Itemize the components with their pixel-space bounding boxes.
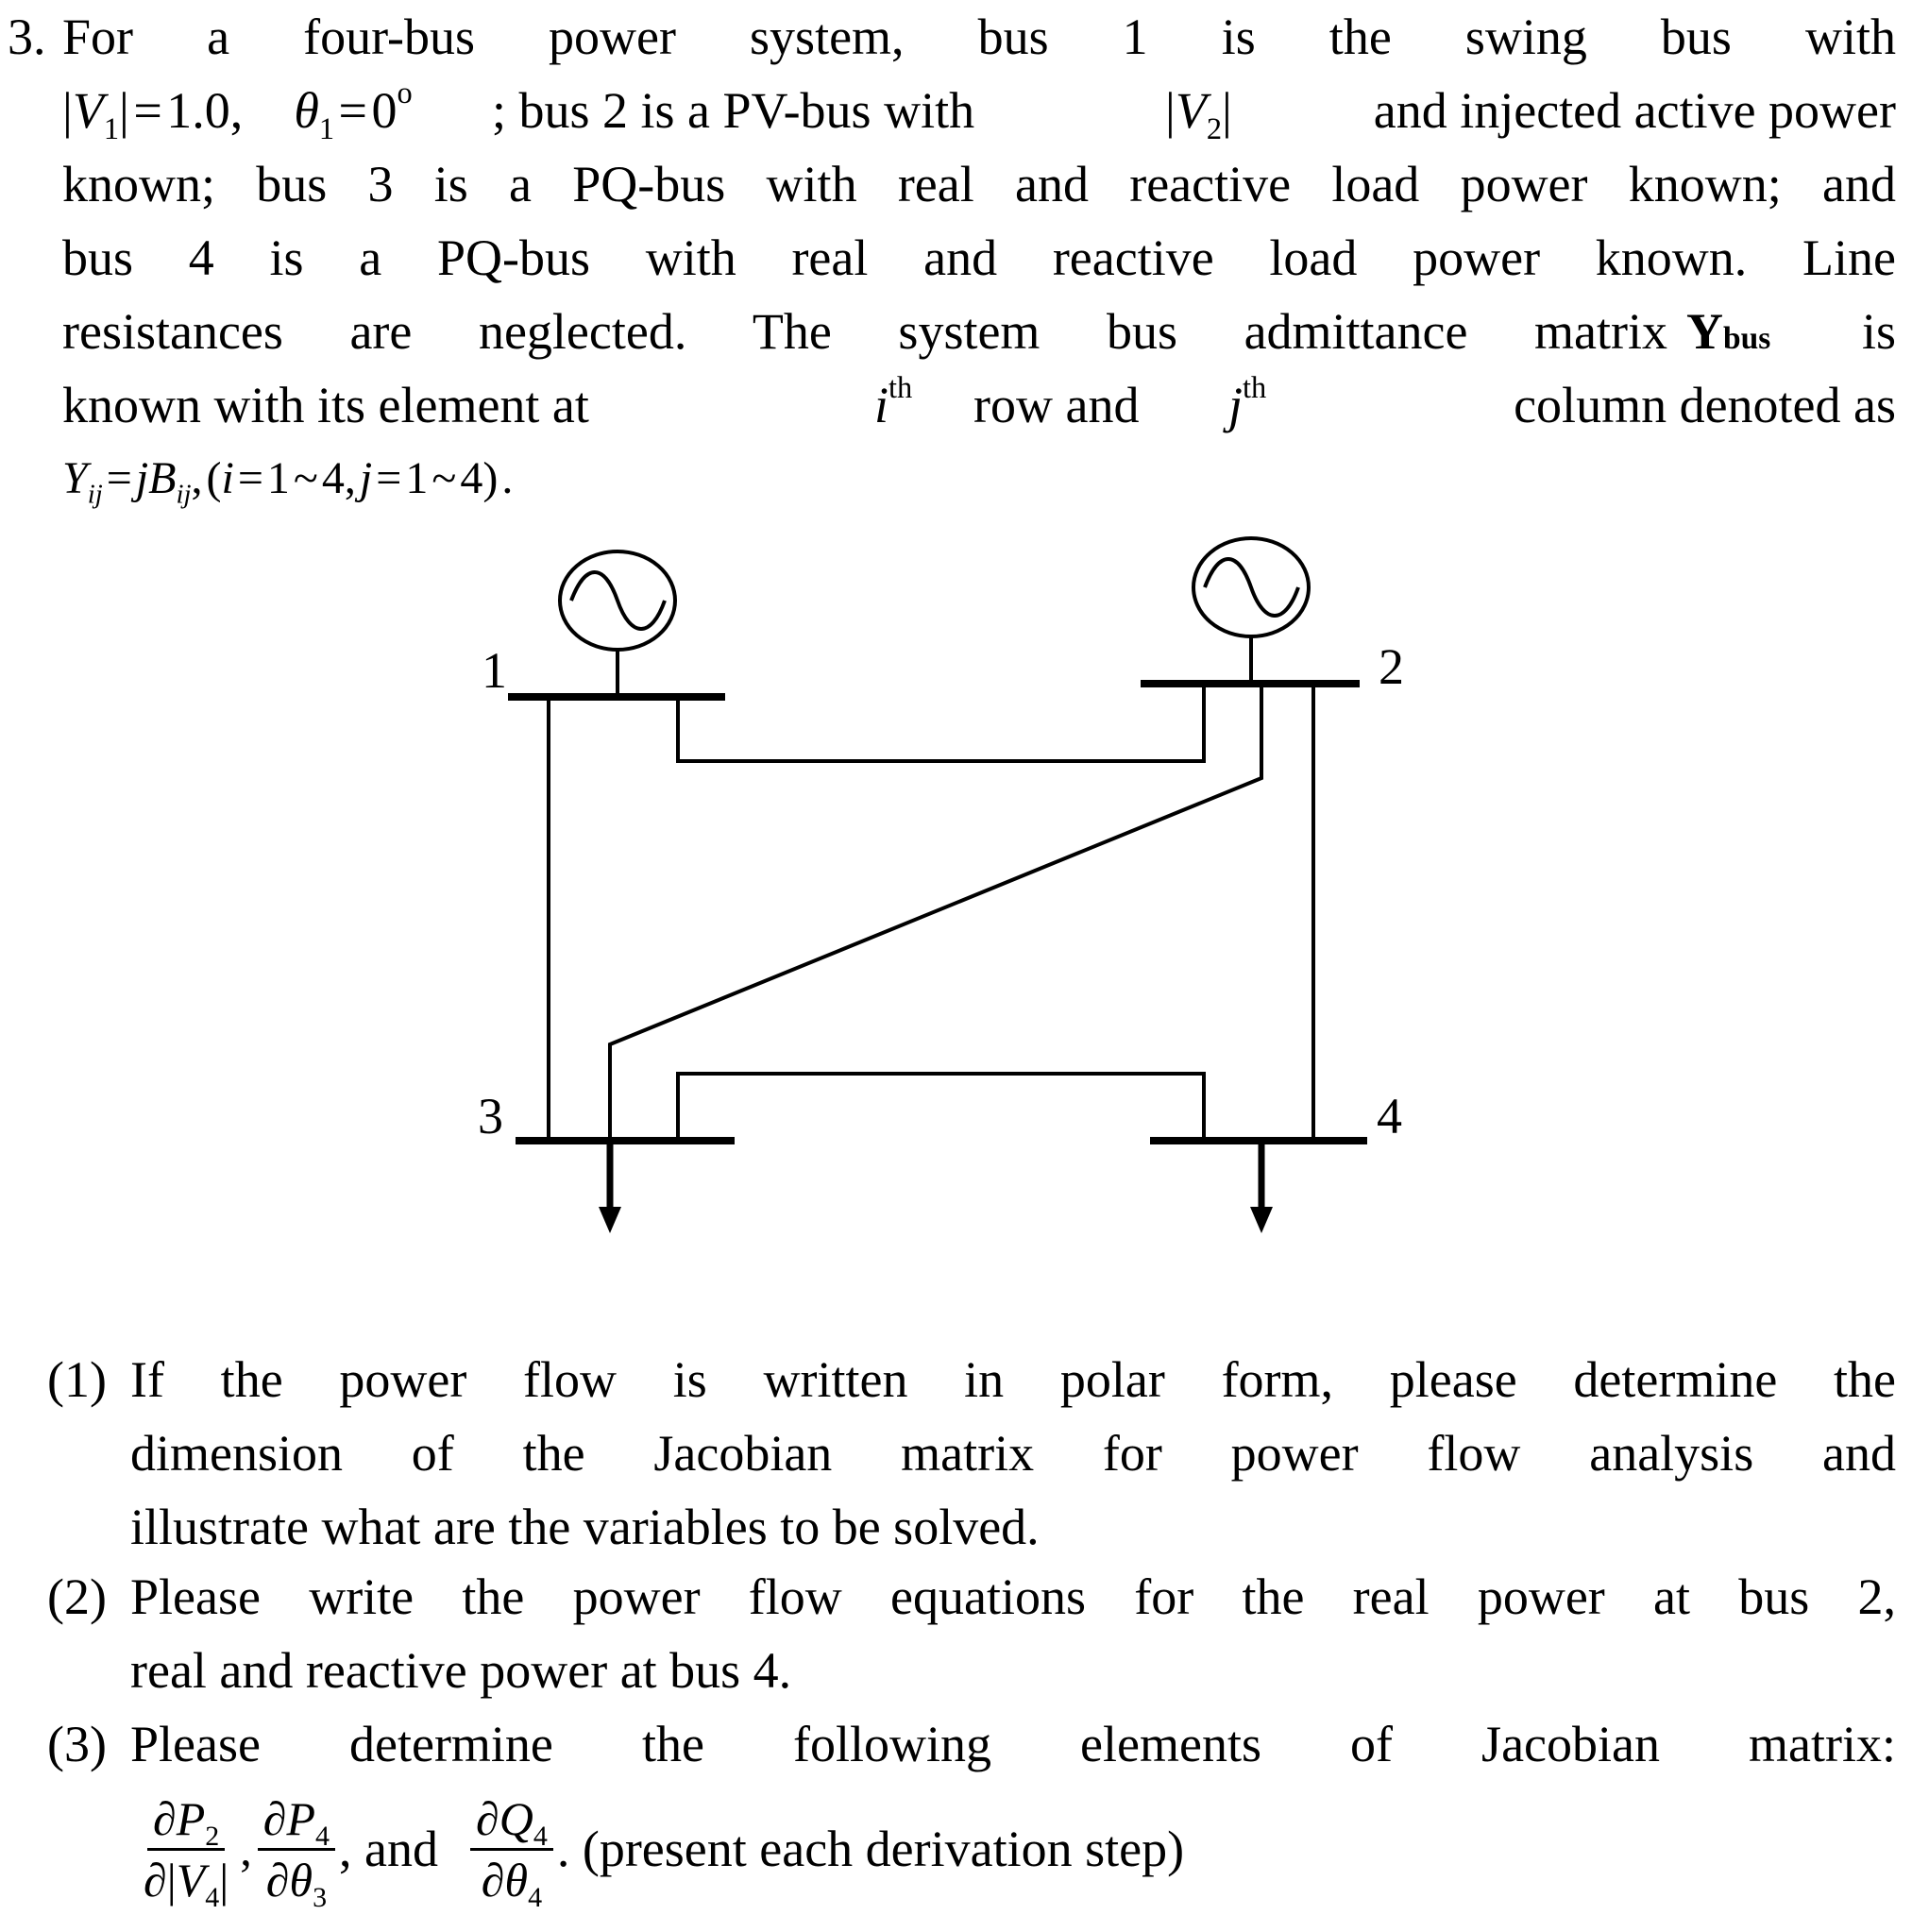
- derivative-dp4-dtheta3: $\frac{\partial P_4}{\partial\theta_3}$: [258, 1789, 335, 1909]
- intro-injected-text: and injected active power: [1373, 82, 1896, 139]
- q3-and-text: , and: [339, 1821, 439, 1877]
- load-bus-3: [599, 1141, 621, 1233]
- intro-line-7: $Y_{ij}$ = $jB_{ij}$, (i = 1 ~ 4, j = 1 ~ 4) .: [62, 453, 514, 510]
- intro-column-text: column denoted as: [1514, 377, 1896, 433]
- intro-line-3: known; bus 3 is a PQ-bus with real and reactive load power known; and: [62, 156, 1896, 212]
- q1-line-3: illustrate what are the variables to be solved.: [130, 1499, 1040, 1555]
- math-v2: $|V_2|$: [1165, 82, 1232, 146]
- q1-line-2: dimension of the Jacobian matrix for power flow analysis and: [130, 1425, 1896, 1482]
- q3-line-1: Please determine the following elements of Jacobian matrix:: [130, 1716, 1896, 1772]
- intro-line-1: For a four-bus power system, bus 1 is the swing bus with: [62, 8, 1896, 65]
- line-1-2: [678, 684, 1204, 761]
- intro-line-4: bus 4 is a PQ-bus with real and reactive load power known. Line: [62, 229, 1896, 286]
- math-v1: $|V_1|$ = 1.0, $\theta_1$ = $0^o$: [62, 76, 413, 146]
- generator-bus-2: [1193, 538, 1309, 684]
- question-2-text: [130, 1560, 1896, 1707]
- bus-label-3: 3: [478, 1088, 503, 1144]
- bus-label-2: 2: [1379, 638, 1404, 695]
- ybus-symbol: Ybus: [1686, 303, 1771, 360]
- question-1-label: (1): [47, 1351, 107, 1408]
- q3-derivatives: $\frac{\partial P_2}{\partial|V_4|}$ , $\frac{\partial P_4}{\partial\theta_3}$ , and $\frac{\partial Q_4}{\partial\theta_4}$ . (present each derivation step): [134, 1783, 1184, 1915]
- question-1-text: [130, 1343, 1896, 1564]
- q3-present-text: . (present each derivation step): [556, 1821, 1185, 1877]
- bus-label-1: 1: [482, 642, 507, 699]
- intro-resist-text: resistances are neglected. The system bus admittance matrix: [62, 303, 1667, 360]
- intro-pvbus-text: ; bus 2 is a PV-bus with: [492, 82, 975, 139]
- generator-bus-1: [560, 551, 675, 697]
- load-bus-4: [1250, 1141, 1273, 1233]
- question-3-text: [130, 1707, 1896, 1781]
- intro-row-text: row and: [973, 377, 1140, 433]
- derivative-dq4-dtheta4: $\frac{\partial Q_4}{\partial\theta_4}$: [470, 1789, 553, 1909]
- question-2-label: (2): [47, 1568, 107, 1625]
- math-ith: $i^{th}$: [874, 371, 913, 433]
- q2-line-1: Please write the power flow equations for the real power at bus 2,: [130, 1568, 1896, 1625]
- intro-known-text: known with its element at: [62, 377, 589, 433]
- question-3-label: (3): [47, 1716, 107, 1772]
- q1-line-1: If the power flow is written in polar form, please determine the: [130, 1351, 1896, 1408]
- intro-is-text: is: [1861, 303, 1896, 360]
- math-jth: $j^{th}$: [1228, 371, 1267, 433]
- problem-number: 3.: [8, 8, 46, 65]
- line-3-4: [678, 1074, 1204, 1141]
- derivative-dp2-dv4: $\frac{\partial P_2}{\partial|V_4|}$: [138, 1789, 234, 1909]
- q2-line-2: real and reactive power at bus 4.: [130, 1642, 792, 1699]
- bus-label-4: 4: [1377, 1088, 1402, 1144]
